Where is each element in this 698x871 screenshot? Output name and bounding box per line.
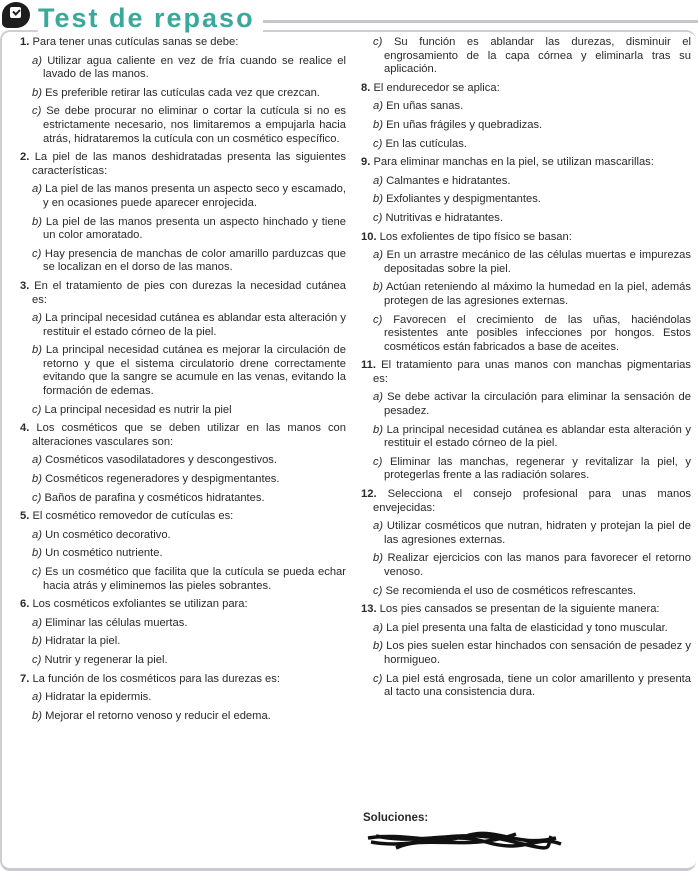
answer-option <box>32 473 346 487</box>
answer-option <box>373 552 691 579</box>
option-text: Cosméticos regeneradores y despigmentantes. <box>45 473 280 486</box>
left-column <box>20 36 346 728</box>
question <box>20 280 346 307</box>
option-letter: c) <box>373 313 383 326</box>
answer-option <box>32 312 346 339</box>
question-text: Para eliminar manchas en la piel, se utilizan mascarillas: <box>373 156 654 169</box>
option-text: La principal necesidad cutánea es ablandar esta alteración y restituir el estado córneo de la piel. <box>43 312 346 338</box>
option-text: Eliminar las manchas, regenerar y revitalizar la piel, y protegerlas frente a las radiación solares. <box>384 455 692 482</box>
option-letter: a) <box>32 312 42 325</box>
option-text: En un arrastre mecánico de las células muertas e impurezas depositadas sobre la piel. <box>384 249 692 275</box>
answer-option <box>373 585 691 599</box>
option-letter: a) <box>373 249 383 262</box>
option-letter: a) <box>373 174 383 187</box>
option-letter: b) <box>32 473 42 486</box>
answer-option <box>373 391 691 418</box>
answer-option <box>32 710 346 724</box>
option-letter: b) <box>32 344 42 357</box>
option-letter: a) <box>32 454 42 467</box>
answer-option <box>32 529 346 543</box>
option-letter: b) <box>373 281 383 294</box>
question <box>20 151 346 178</box>
option-text: En uñas frágiles y quebradizas. <box>386 118 543 131</box>
answer-option <box>32 183 346 210</box>
option-text: Mejorar el retorno venoso y reducir el edema. <box>45 709 271 722</box>
question-number: 4. <box>20 422 30 435</box>
question-text: Los pies cansados se presentan de la siguiente manera: <box>379 603 660 616</box>
question <box>361 488 691 515</box>
answer-option <box>32 105 346 146</box>
option-letter: c) <box>373 137 383 150</box>
question-number: 10. <box>361 230 377 243</box>
question-text: Los cosméticos exfoliantes se utilizan para: <box>32 598 248 611</box>
scribbled-out-answers <box>366 828 566 856</box>
answer-option <box>32 55 346 82</box>
page-title: Test de repaso <box>38 3 263 34</box>
option-text: Utilizar agua caliente en vez de fría cuando se realice el lavado de las manos. <box>43 54 346 81</box>
option-letter: b) <box>32 547 42 560</box>
option-text: Hidratar la piel. <box>45 635 121 648</box>
answer-option <box>373 622 691 636</box>
option-letter: c) <box>32 491 42 504</box>
answer-option <box>32 654 346 668</box>
question-number: 8. <box>361 81 371 94</box>
answer-option <box>373 119 691 133</box>
option-text: La principal necesidad cutánea es ablandar esta alteración y restituir el estado córneo de la piel. <box>384 423 692 450</box>
question-number: 12. <box>361 488 377 501</box>
option-letter: c) <box>32 566 42 578</box>
option-text: Baños de parafina y cosméticos hidratantes. <box>44 491 265 504</box>
option-letter: a) <box>373 391 383 404</box>
option-text: Utilizar cosméticos que nutran, hidraten y protejan la piel de las agresiones externas. <box>384 520 692 546</box>
option-letter: b) <box>373 423 383 436</box>
option-text: Hidratar la epidermis. <box>45 691 152 704</box>
option-text: Nutrir y regenerar la piel. <box>44 653 168 666</box>
right-column <box>361 36 691 705</box>
answer-option <box>32 216 346 243</box>
header <box>0 0 698 40</box>
answer-option <box>373 456 691 483</box>
option-letter: c) <box>32 247 42 260</box>
question-text: El tratamiento para unas manos con manchas pigmentarias es: <box>373 359 691 385</box>
option-text: La piel de las manos presenta un aspecto seco y escamado, y en ocasiones puede aparecer enrojecida. <box>43 183 347 209</box>
question <box>20 598 346 612</box>
answer-option <box>373 193 691 207</box>
question <box>361 82 691 96</box>
option-text: Nutritivas e hidratantes. <box>385 211 503 224</box>
option-text: Un cosmético decorativo. <box>45 528 171 541</box>
option-letter: a) <box>32 528 42 541</box>
option-text: Se recomienda el uso de cosméticos refrescantes. <box>385 584 637 597</box>
question-text: El endurecedor se aplica: <box>373 81 500 94</box>
option-letter: c) <box>373 36 383 48</box>
answer-option <box>32 454 346 468</box>
question-text: Selecciona el consejo profesional para unas manos envejecidas: <box>373 488 692 514</box>
option-text: En las cutículas. <box>385 137 467 150</box>
question <box>361 359 691 386</box>
option-letter: b) <box>373 640 383 653</box>
question-text: Los cosméticos que se deben utilizar en las manos con alteraciones vasculares son: <box>32 422 347 448</box>
question-text: En el tratamiento de pies con durezas la necesidad cutánea es: <box>32 279 346 306</box>
question-text: Los exfolientes de tipo físico se basan: <box>379 230 572 243</box>
title-rule <box>230 20 698 23</box>
question-text: El cosmético removedor de cutículas es: <box>32 510 234 523</box>
answer-option <box>373 424 691 451</box>
question-number: 7. <box>20 672 30 685</box>
option-letter: c) <box>373 584 383 597</box>
option-text: Hay presencia de manchas de color amarillo parduzcas que se localizan en el dorso de las manos. <box>43 247 347 274</box>
option-letter: a) <box>32 54 42 67</box>
option-text: La principal necesidad cutánea es mejorar la circulación de retorno y que el sistema circulatorio drene correctamente evitando que la sangre se acumule en las venas, evitando la formación de edemas. <box>43 344 347 398</box>
answer-option <box>373 249 691 276</box>
option-text: Exfoliantes y despigmentantes. <box>386 193 541 206</box>
option-letter: b) <box>32 86 42 99</box>
answer-option <box>32 492 346 506</box>
answer-option <box>373 36 691 77</box>
option-text: La principal necesidad es nutrir la piel <box>44 403 232 416</box>
option-letter: b) <box>32 635 42 648</box>
option-letter: a) <box>373 520 383 533</box>
option-text: Actúan reteniendo al máximo la humedad en la piel, además protegen de las agresiones externas. <box>384 281 691 307</box>
question <box>361 231 691 245</box>
option-letter: a) <box>32 183 42 196</box>
option-text: Es preferible retirar las cutículas cada vez que crezcan. <box>45 86 320 99</box>
answer-option <box>32 344 346 398</box>
option-letter: c) <box>32 403 42 416</box>
option-letter: c) <box>373 672 383 685</box>
checklist-speech-icon <box>2 2 30 28</box>
answer-option <box>373 314 691 355</box>
option-letter: b) <box>373 193 383 206</box>
answer-option <box>32 248 346 275</box>
option-letter: b) <box>373 552 383 565</box>
option-letter: c) <box>32 653 42 666</box>
question-number: 3. <box>20 279 30 292</box>
option-text: Es un cosmético que facilita que la cutícula se pueda echar hacia atrás y eliminemos las pieles sobrantes. <box>43 566 346 592</box>
option-letter: b) <box>32 709 42 722</box>
option-text: Su función es ablandar las durezas, disminuir el engrosamiento de la capa córnea y eliminarla tras su aplicación. <box>384 36 691 76</box>
answer-option <box>373 100 691 114</box>
option-letter: c) <box>373 455 383 468</box>
question-number: 9. <box>361 156 371 169</box>
question <box>361 156 691 170</box>
answer-option <box>373 520 691 547</box>
question-number: 11. <box>361 359 376 372</box>
option-text: Se debe procurar no eliminar o cortar la cutícula si no es estrictamente necesario, nos limitaremos a empujarla hacia atrás, hidrataremos la cutícula con un cosmético específico. <box>43 105 347 145</box>
answer-option <box>32 87 346 101</box>
option-letter: b) <box>373 118 383 131</box>
answer-option <box>32 635 346 649</box>
option-text: Se debe activar la circulación para eliminar la sensación de pesadez. <box>384 391 691 418</box>
question <box>20 673 346 687</box>
question <box>20 422 346 449</box>
question-number: 6. <box>20 598 30 611</box>
answer-option <box>32 566 346 593</box>
option-text: Realizar ejercicios con las manos para favorecer el retorno venoso. <box>384 552 691 578</box>
answer-option <box>373 640 691 667</box>
question-text: La piel de las manos deshidratadas presenta las siguientes características: <box>32 151 347 177</box>
answer-option <box>373 212 691 226</box>
option-text: Eliminar las células muertas. <box>45 616 188 629</box>
question <box>20 36 346 50</box>
option-letter: a) <box>32 691 42 704</box>
question <box>20 510 346 524</box>
answer-option <box>373 138 691 152</box>
answer-option <box>373 175 691 189</box>
option-text: La piel presenta una falta de elasticidad y tono muscular. <box>386 621 668 634</box>
question-text: La función de los cosméticos para las durezas es: <box>32 672 280 685</box>
option-text: Un cosmético nutriente. <box>45 547 163 560</box>
option-text: En uñas sanas. <box>386 100 464 113</box>
option-text: Cosméticos vasodilatadores y descongestivos. <box>45 454 278 467</box>
answer-option <box>32 547 346 561</box>
answer-option <box>373 281 691 308</box>
option-text: Favorecen el crecimiento de las uñas, haciéndolas resistentes ante posibles infecciones por hongos. Estos cosméticos están fabricados a base de aceites. <box>384 313 691 353</box>
option-text: Los pies suelen estar hinchados con sensación de pesadez y hormigueo. <box>384 640 692 666</box>
option-letter: c) <box>373 211 383 224</box>
option-text: La piel de las manos presenta un aspecto hinchado y tiene un color amoratado. <box>43 215 346 242</box>
question-text: Para tener unas cutículas sanas se debe: <box>32 36 239 48</box>
solutions-label: Soluciones: <box>363 812 429 824</box>
answer-option <box>373 673 691 700</box>
question-number: 13. <box>361 603 377 616</box>
answer-option <box>32 404 346 418</box>
option-text: Calmantes e hidratantes. <box>386 174 511 187</box>
answer-option <box>32 617 346 631</box>
question-number: 2. <box>20 151 30 164</box>
option-letter: a) <box>32 616 42 629</box>
question-number: 5. <box>20 510 30 523</box>
answer-option <box>32 691 346 705</box>
question-number: 1. <box>20 36 30 48</box>
option-letter: a) <box>373 621 383 634</box>
option-text: La piel está engrosada, tiene un color amarillento y presenta al tacto una consistencia dura. <box>384 672 692 699</box>
question <box>361 603 691 617</box>
option-letter: b) <box>32 215 42 228</box>
option-letter: c) <box>32 105 42 118</box>
option-letter: a) <box>373 100 383 113</box>
